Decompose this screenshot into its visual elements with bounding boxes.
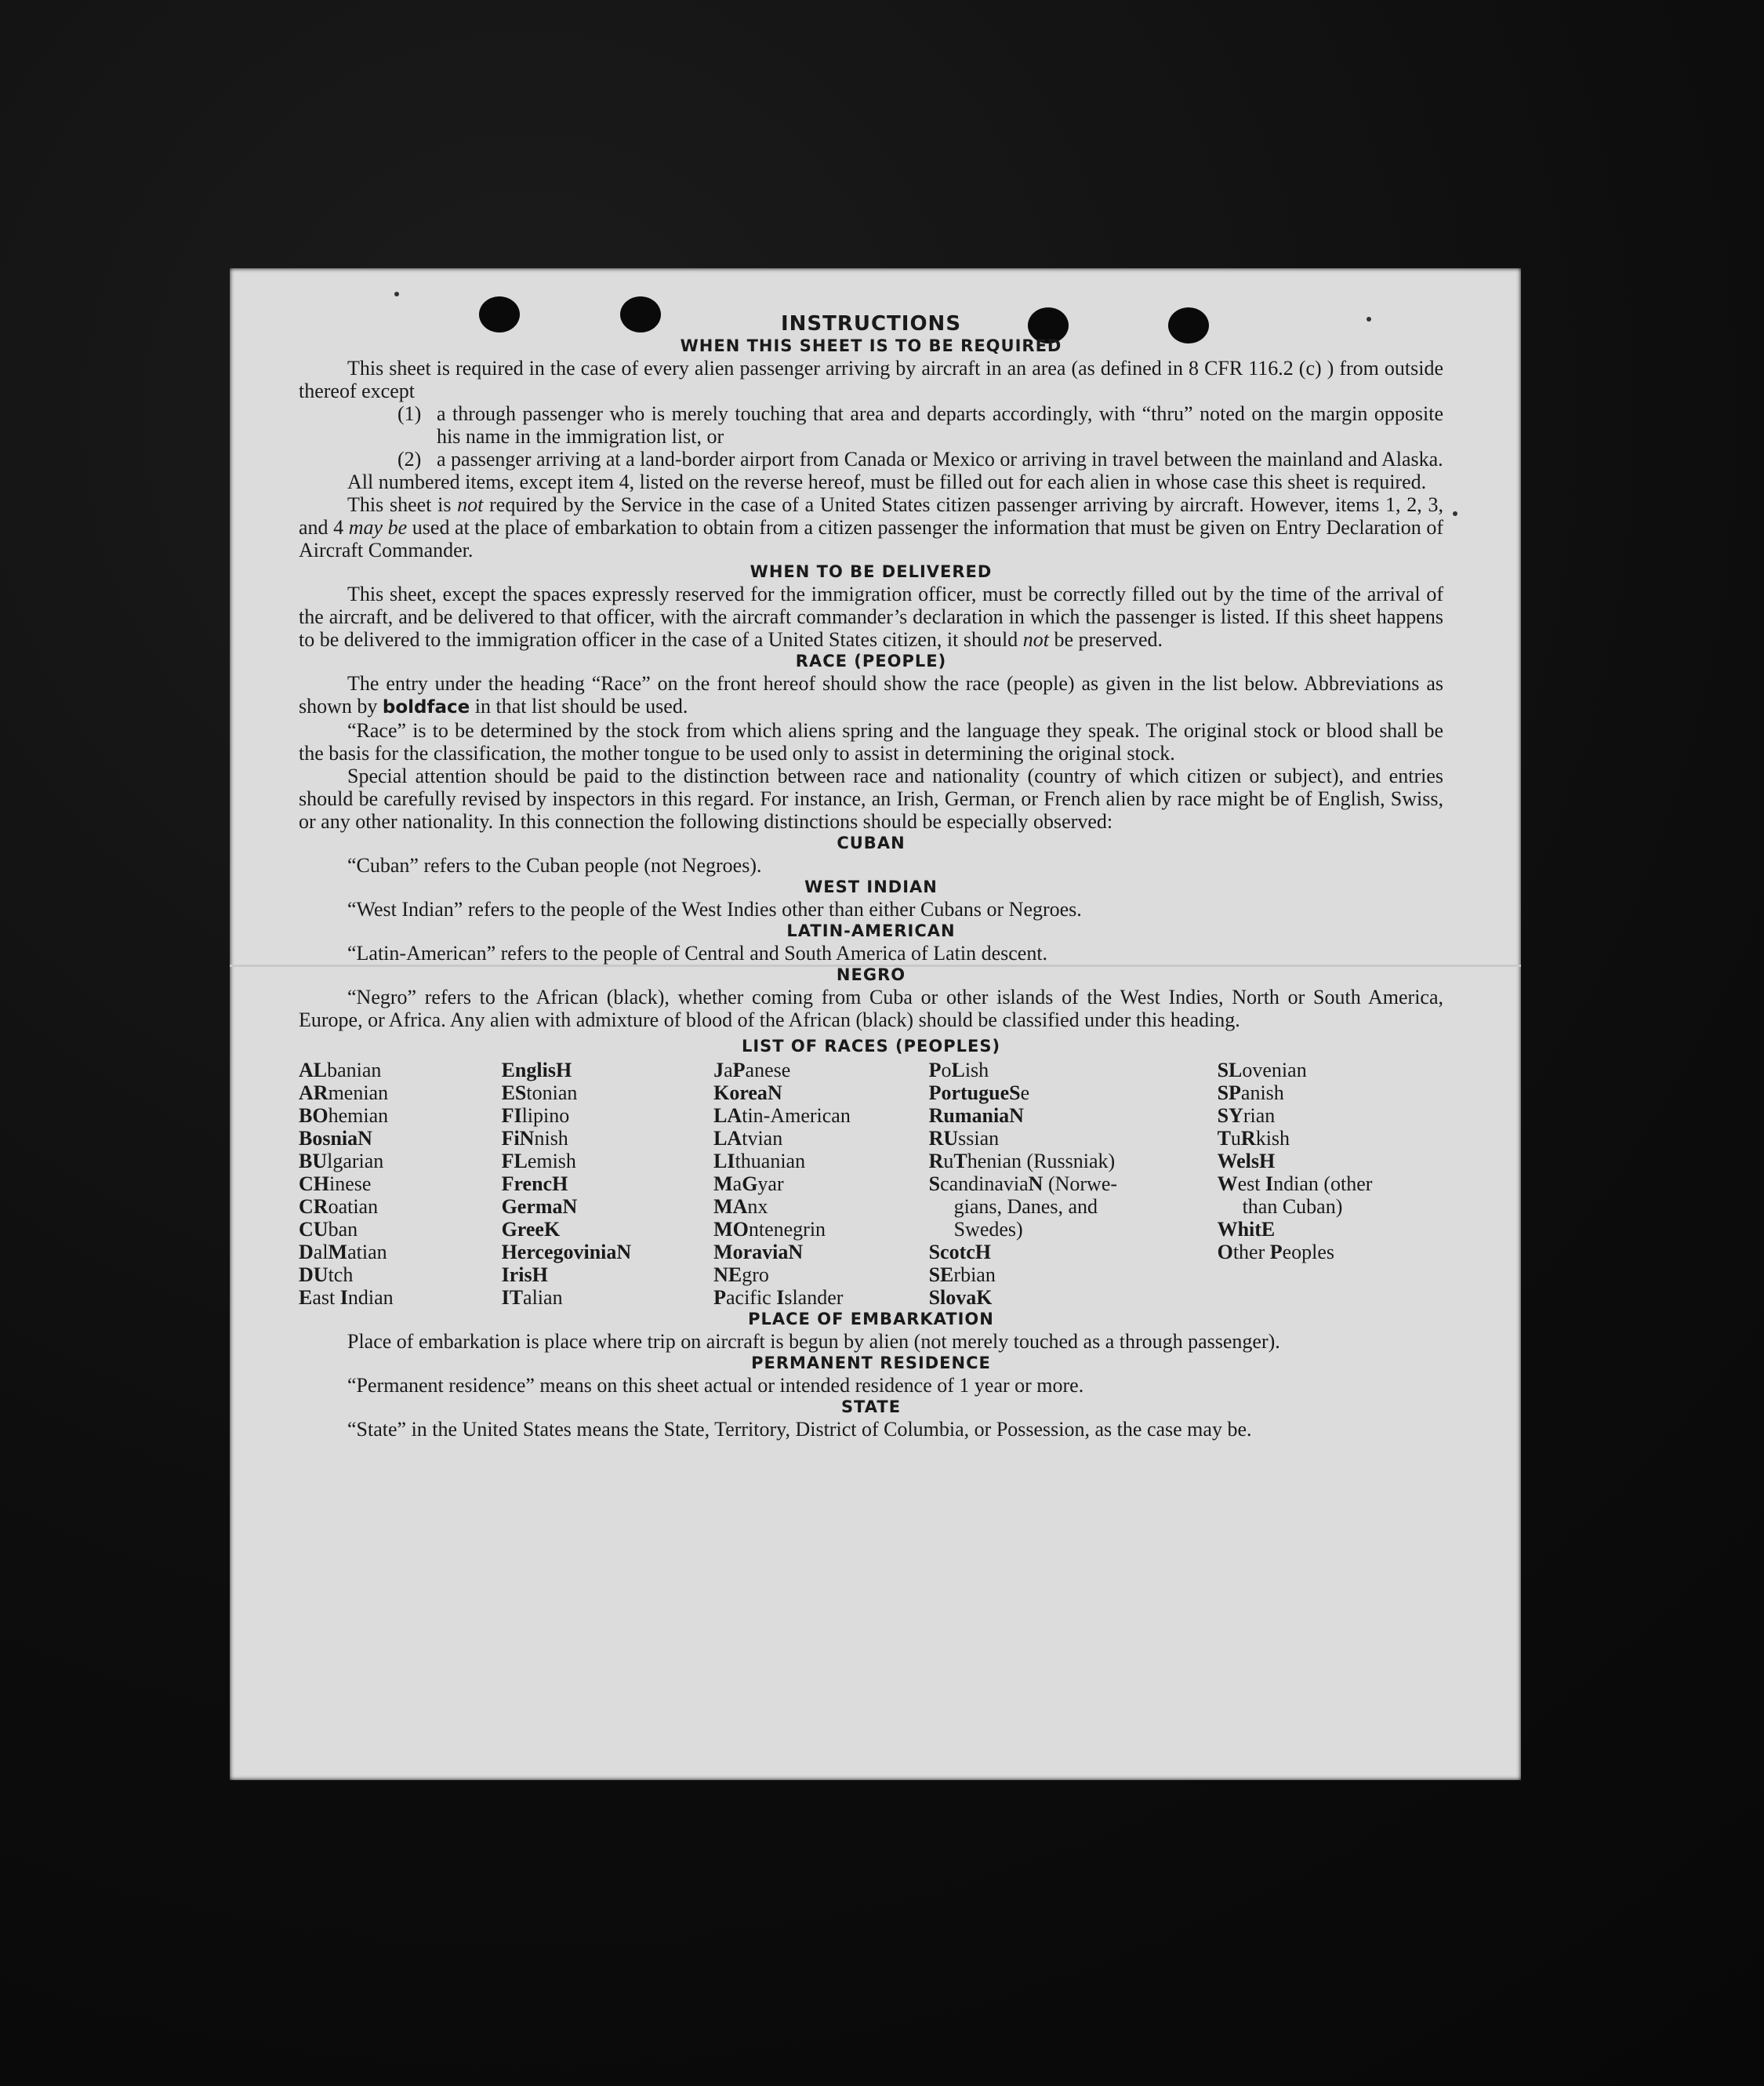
race-entry bbox=[299, 1172, 502, 1195]
text-run: This sheet is bbox=[347, 493, 458, 516]
race-text: kish bbox=[1255, 1127, 1290, 1150]
race-column bbox=[299, 1059, 502, 1309]
race-abbrev: Moravia bbox=[713, 1241, 789, 1263]
race-abbrev: H bbox=[1259, 1150, 1276, 1172]
emphasis-not: not bbox=[1022, 628, 1049, 651]
race-text: rbian bbox=[953, 1263, 996, 1286]
race-abbrev: I bbox=[339, 1286, 348, 1309]
race-text: a bbox=[732, 1172, 742, 1195]
race-text: thuanian bbox=[735, 1150, 806, 1172]
race-abbrev: LA bbox=[713, 1104, 742, 1127]
section-heading: WHEN TO BE DELIVERED bbox=[750, 562, 993, 581]
paragraph: “Permanent residence” means on this sheet actual or intended residence of 1 year or more. bbox=[347, 1374, 1084, 1397]
race-text: anese bbox=[745, 1059, 791, 1081]
race-abbrev: P bbox=[1269, 1241, 1283, 1263]
race-abbrev: R bbox=[928, 1150, 944, 1172]
definition: “West Indian” refers to the people of the West Indies other than either Cubans or Negroes. bbox=[347, 898, 1082, 921]
race-entry bbox=[299, 1059, 502, 1081]
race-abbrev: Whit bbox=[1217, 1218, 1261, 1241]
text-run: This sheet, except the spaces expressly reserved for the immigration officer, must be correctly filled out by the time of the arrival of the aircraft, and be delivered to that officer, with the aircraft commander’s declaration in which the passenger is listed. If this sheet happens to be delivered to the immigration officer in the case of a United States citizen, it should bbox=[299, 583, 1443, 651]
race-abbrev: T bbox=[1217, 1127, 1231, 1150]
race-abbrev: ES bbox=[501, 1081, 527, 1104]
race-abbrev: H bbox=[555, 1059, 572, 1081]
race-abbrev: CR bbox=[299, 1195, 328, 1218]
race-abbrev: Scotc bbox=[928, 1241, 975, 1263]
race-entry bbox=[502, 1172, 714, 1195]
item-number: (1) bbox=[397, 402, 422, 425]
section-heading: LATIN-AMERICAN bbox=[786, 921, 956, 940]
race-entry bbox=[929, 1127, 1218, 1150]
race-text: nish bbox=[534, 1127, 568, 1150]
race-abbrev: SY bbox=[1217, 1104, 1243, 1127]
race-abbrev: AR bbox=[299, 1081, 328, 1104]
race-text: slander bbox=[784, 1286, 844, 1309]
race-entry bbox=[713, 1218, 929, 1241]
section-heading: STATE bbox=[840, 1397, 902, 1416]
section-heading: PERMANENT RESIDENCE bbox=[751, 1354, 991, 1372]
race-text: than Cuban) bbox=[1242, 1195, 1343, 1218]
race-abbrev: K bbox=[976, 1286, 993, 1309]
race-entry bbox=[299, 1241, 502, 1263]
race-entry bbox=[713, 1059, 929, 1081]
race-abbrev: Englis bbox=[501, 1059, 556, 1081]
race-text: ndian (other bbox=[1273, 1172, 1373, 1195]
race-abbrev: P bbox=[713, 1286, 726, 1309]
race-entry bbox=[713, 1286, 929, 1309]
race-entry bbox=[502, 1286, 714, 1309]
section-heading: CUBAN bbox=[837, 834, 906, 852]
race-entry bbox=[502, 1059, 714, 1081]
race-text: u bbox=[943, 1150, 954, 1172]
race-text: nx bbox=[747, 1195, 768, 1218]
race-entry bbox=[299, 1218, 502, 1241]
race-text: gians, Danes, and bbox=[953, 1195, 1098, 1218]
race-text: yar bbox=[757, 1172, 784, 1195]
race-entry bbox=[929, 1286, 1218, 1309]
race-abbrev: FiN bbox=[501, 1127, 535, 1150]
definition: “Negro” refers to the African (black), whether coming from Cuba or other islands of the West Indies, North or South America, Europe, or Africa. Any alien with admixture of blood of the African (black) should be classified under this heading. bbox=[299, 986, 1443, 1031]
race-abbrev: Korea bbox=[713, 1081, 768, 1104]
race-entry bbox=[502, 1195, 714, 1218]
race-text: ther bbox=[1232, 1241, 1270, 1263]
race-text: lgarian bbox=[327, 1150, 384, 1172]
paragraph: This sheet is required in the case of every alien passenger arriving by aircraft in an area (as defined in 8 CFR 116.2 (c) ) from outside thereof except bbox=[299, 357, 1443, 402]
race-text: anish bbox=[1240, 1081, 1284, 1104]
race-entry bbox=[502, 1104, 714, 1127]
race-entry bbox=[299, 1263, 502, 1286]
race-abbrev: FL bbox=[501, 1150, 528, 1172]
race-abbrev: N bbox=[358, 1127, 372, 1150]
section-heading: WHEN THIS SHEET IS TO BE REQUIRED bbox=[680, 336, 1062, 355]
list-item bbox=[299, 448, 1443, 471]
paragraph bbox=[299, 672, 1443, 719]
race-text: hemian bbox=[328, 1104, 389, 1127]
race-abbrev: IT bbox=[501, 1286, 524, 1309]
race-abbrev: P bbox=[732, 1059, 746, 1081]
race-abbrev: N bbox=[562, 1195, 578, 1218]
item-text: a through passenger who is merely touching that area and departs accordingly, with “thru” noted on the margin opposite his name in the immigration list, or bbox=[437, 402, 1443, 448]
race-text: inese bbox=[329, 1172, 372, 1195]
race-text: ntenegrin bbox=[748, 1218, 826, 1241]
race-entry bbox=[713, 1104, 929, 1127]
race-abbrev: SP bbox=[1217, 1081, 1241, 1104]
race-text: acific bbox=[725, 1286, 777, 1309]
section-heading: RACE (PEOPLE) bbox=[795, 652, 947, 670]
race-text: menian bbox=[328, 1081, 389, 1104]
race-abbrev: RU bbox=[928, 1127, 959, 1150]
text-run: in that list should be used. bbox=[470, 695, 688, 718]
race-entry bbox=[1218, 1081, 1443, 1104]
text-run: be preserved. bbox=[1048, 628, 1163, 651]
race-entry bbox=[299, 1150, 502, 1172]
speck bbox=[1453, 511, 1457, 516]
race-abbrev: N bbox=[788, 1241, 804, 1263]
race-entry bbox=[929, 1195, 1218, 1218]
race-abbrev: BO bbox=[299, 1104, 328, 1127]
race-abbrev: DU bbox=[299, 1263, 328, 1286]
race-entry bbox=[929, 1172, 1218, 1195]
race-abbrev: H bbox=[532, 1263, 548, 1286]
emphasis-not: not bbox=[457, 493, 484, 516]
paragraph bbox=[299, 493, 1443, 561]
race-text: est bbox=[1237, 1172, 1265, 1195]
race-abbrev: E bbox=[299, 1286, 313, 1309]
race-abbrev: SE bbox=[928, 1263, 954, 1286]
text-run: The entry under the heading “Race” on the front hereof should show the race (people) as given in the list below. Abbreviations as shown by bbox=[299, 672, 1443, 718]
definition: “Latin-American” refers to the people of Central and South America of Latin descent. bbox=[347, 942, 1048, 965]
race-entry bbox=[713, 1172, 929, 1195]
race-entry bbox=[929, 1218, 1218, 1241]
race-entry bbox=[929, 1059, 1218, 1081]
race-abbrev: Gree bbox=[501, 1218, 544, 1241]
race-entry bbox=[299, 1127, 502, 1150]
paragraph bbox=[299, 583, 1443, 651]
race-abbrev: AL bbox=[299, 1059, 328, 1081]
race-abbrev: W bbox=[1217, 1172, 1238, 1195]
race-column bbox=[929, 1059, 1218, 1309]
race-abbrev: P bbox=[928, 1059, 942, 1081]
race-text: tvian bbox=[742, 1127, 783, 1150]
race-abbrev: M bbox=[328, 1241, 348, 1263]
race-text: eoples bbox=[1282, 1241, 1335, 1263]
boldface-word: boldface bbox=[382, 697, 470, 718]
race-abbrev: S bbox=[928, 1172, 941, 1195]
paragraph: “Race” is to be determined by the stock from which aliens spring and the language they speak. The original stock or blood shall be the basis for the classification, the mother tongue to be used only to assist in determining the original stock. bbox=[299, 719, 1443, 765]
race-abbrev: FI bbox=[501, 1104, 522, 1127]
paragraph: All numbered items, except item 4, listed on the reverse hereof, must be filled out for each alien in whose case this sheet is required. bbox=[347, 471, 1427, 493]
race-abbrev: Wels bbox=[1217, 1150, 1260, 1172]
speck bbox=[394, 292, 399, 296]
race-column bbox=[1218, 1059, 1443, 1309]
race-abbrev: LA bbox=[713, 1127, 742, 1150]
paragraph: Special attention should be paid to the distinction between race and nationality (country of which citizen or subject), and entries should be carefully revised by inspectors in this regard. For instance, an Irish, German, or French alien by race might be of English, Swiss, or any other nationality. In this connection the following distinctions should be especially observed: bbox=[299, 765, 1443, 833]
race-abbrev: K bbox=[543, 1218, 561, 1241]
race-abbrev: T bbox=[953, 1150, 967, 1172]
race-abbrev: N bbox=[767, 1081, 782, 1104]
race-abbrev: MO bbox=[713, 1218, 749, 1241]
race-abbrev: MA bbox=[713, 1195, 748, 1218]
race-abbrev: Slova bbox=[928, 1286, 977, 1309]
text-run: used at the place of embarkation to obtain from a citizen passenger the information that must be given on Entry Declaration of Aircraft Commander. bbox=[299, 516, 1444, 561]
race-abbrev: Frenc bbox=[501, 1172, 553, 1195]
race-text: (Norwe- bbox=[1043, 1172, 1118, 1195]
section-heading: LIST OF RACES (PEOPLES) bbox=[741, 1037, 1001, 1056]
race-text: al bbox=[313, 1241, 328, 1263]
race-abbrev: Bosnia bbox=[299, 1127, 358, 1150]
race-text: a bbox=[724, 1059, 733, 1081]
race-entry bbox=[713, 1263, 929, 1286]
race-text: ish bbox=[964, 1059, 989, 1081]
race-text: ssian bbox=[958, 1127, 1000, 1150]
race-entry bbox=[713, 1195, 929, 1218]
race-text: ovenian bbox=[1242, 1059, 1307, 1081]
race-text: banian bbox=[327, 1059, 382, 1081]
race-entry bbox=[929, 1081, 1218, 1104]
race-entry bbox=[929, 1150, 1218, 1172]
item-number: (2) bbox=[397, 448, 422, 471]
race-text: tin-American bbox=[742, 1104, 851, 1127]
race-entry bbox=[713, 1150, 929, 1172]
race-entry bbox=[1218, 1218, 1443, 1241]
race-entry bbox=[299, 1286, 502, 1309]
race-abbrev: I bbox=[776, 1286, 785, 1309]
race-abbrev: Iris bbox=[501, 1263, 532, 1286]
race-entry bbox=[713, 1241, 929, 1263]
race-entry bbox=[299, 1081, 502, 1104]
race-entry bbox=[929, 1263, 1218, 1286]
race-column bbox=[713, 1059, 929, 1309]
race-abbrev: L bbox=[951, 1059, 965, 1081]
race-entry bbox=[1218, 1241, 1443, 1263]
race-abbrev: Germa bbox=[501, 1195, 563, 1218]
race-abbrev: Rumania bbox=[928, 1104, 1010, 1127]
race-abbrev: M bbox=[713, 1172, 733, 1195]
race-text: atian bbox=[347, 1241, 387, 1263]
race-abbrev: O bbox=[1217, 1241, 1233, 1263]
race-abbrev: R bbox=[1240, 1127, 1256, 1150]
race-text: e bbox=[1020, 1081, 1030, 1104]
race-entry bbox=[929, 1104, 1218, 1127]
document-sheet bbox=[230, 268, 1521, 1780]
race-entry bbox=[502, 1263, 714, 1286]
race-entry bbox=[1218, 1059, 1443, 1081]
race-text: gro bbox=[742, 1263, 769, 1286]
paragraph: Place of embarkation is place where trip on aircraft is begun by alien (not merely touched as a through passenger). bbox=[347, 1330, 1280, 1353]
race-text: Swedes) bbox=[953, 1218, 1023, 1241]
race-text: emish bbox=[527, 1150, 576, 1172]
race-text: rian bbox=[1243, 1104, 1276, 1127]
race-abbrev: N bbox=[1028, 1172, 1044, 1195]
race-text: u bbox=[1230, 1127, 1241, 1150]
race-abbrev: E bbox=[1261, 1218, 1276, 1241]
race-entry bbox=[1218, 1150, 1443, 1172]
race-column bbox=[502, 1059, 714, 1309]
race-entry bbox=[1218, 1127, 1443, 1150]
instructions-content bbox=[299, 312, 1443, 1441]
race-abbrev: H bbox=[975, 1241, 992, 1263]
section-heading: NEGRO bbox=[836, 965, 906, 984]
race-abbrev: J bbox=[713, 1059, 724, 1081]
race-text: candinavia bbox=[940, 1172, 1029, 1195]
race-abbrev: H bbox=[552, 1172, 568, 1195]
race-abbrev: Hercegovinia bbox=[501, 1241, 617, 1263]
race-entry bbox=[713, 1127, 929, 1150]
race-entry bbox=[929, 1241, 1218, 1263]
race-abbrev: BU bbox=[299, 1150, 328, 1172]
race-abbrev: N bbox=[1009, 1104, 1024, 1127]
section-heading: PLACE OF EMBARKATION bbox=[748, 1310, 994, 1328]
race-entry bbox=[1218, 1104, 1443, 1127]
race-text: lipino bbox=[521, 1104, 570, 1127]
race-abbrev: G bbox=[742, 1172, 758, 1195]
race-text: alian bbox=[523, 1286, 563, 1309]
race-abbrev: D bbox=[299, 1241, 314, 1263]
race-entry bbox=[299, 1195, 502, 1218]
race-text: ast bbox=[312, 1286, 340, 1309]
page-title: INSTRUCTIONS bbox=[780, 312, 962, 336]
race-abbrev: Portugue bbox=[928, 1081, 1010, 1104]
list-item bbox=[299, 402, 1443, 448]
race-entry bbox=[502, 1081, 714, 1104]
race-abbrev: I bbox=[1265, 1172, 1274, 1195]
emphasis-may-be: may be bbox=[348, 516, 408, 539]
race-entry bbox=[713, 1081, 929, 1104]
race-text: tch bbox=[328, 1263, 354, 1286]
race-entry bbox=[1218, 1172, 1443, 1195]
paragraph: “State” in the United States means the State, Territory, District of Columbia, or Possession, as the case may be. bbox=[347, 1418, 1252, 1441]
race-abbrev: LI bbox=[713, 1150, 735, 1172]
race-entry bbox=[502, 1127, 714, 1150]
race-entry bbox=[502, 1150, 714, 1172]
race-entry bbox=[299, 1104, 502, 1127]
race-text: o bbox=[941, 1059, 952, 1081]
race-entry bbox=[502, 1218, 714, 1241]
race-abbrev: SL bbox=[1217, 1059, 1243, 1081]
race-list bbox=[299, 1059, 1443, 1309]
race-text: tonian bbox=[526, 1081, 578, 1104]
race-abbrev: S bbox=[1009, 1081, 1021, 1104]
race-text: henian (Russniak) bbox=[967, 1150, 1116, 1172]
section-heading: WEST INDIAN bbox=[804, 878, 938, 896]
race-text: ban bbox=[328, 1218, 358, 1241]
definition: “Cuban” refers to the Cuban people (not Negroes). bbox=[347, 854, 762, 877]
race-abbrev: N bbox=[616, 1241, 632, 1263]
race-abbrev: CU bbox=[299, 1218, 328, 1241]
race-text: oatian bbox=[328, 1195, 379, 1218]
item-text: a passenger arriving at a land-border airport from Canada or Mexico or arriving in travel between the mainland and Alaska. bbox=[437, 448, 1443, 471]
race-entry bbox=[502, 1241, 714, 1263]
race-abbrev: NE bbox=[713, 1263, 742, 1286]
text-run: required by the Service in the case of a United States citizen passenger arriving by aircraft. However, items 1, 2, 3, and 4 bbox=[299, 493, 1443, 539]
race-abbrev: CH bbox=[299, 1172, 329, 1195]
race-entry bbox=[1218, 1195, 1443, 1218]
race-text: ndian bbox=[347, 1286, 394, 1309]
